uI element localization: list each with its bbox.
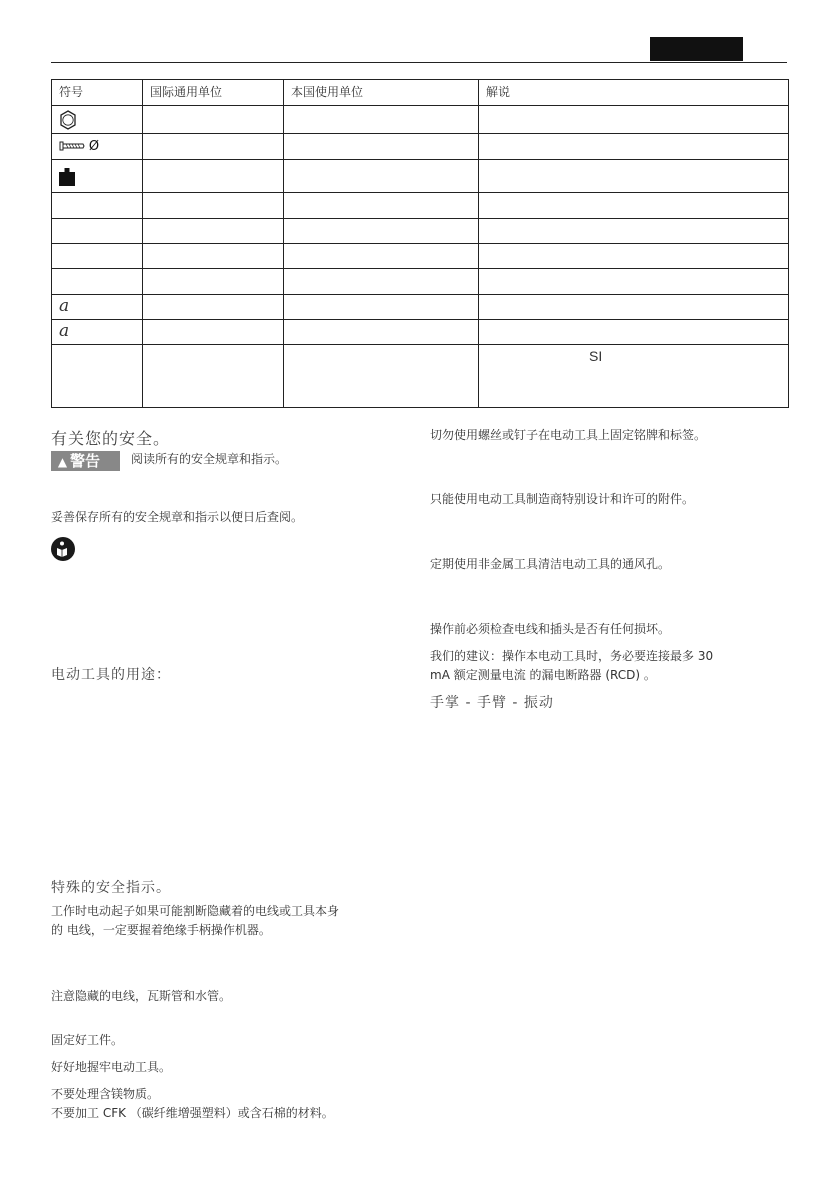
table-row xyxy=(52,320,789,345)
special-safety-heading: 特殊的安全指示。 xyxy=(51,880,171,896)
symbol-cell xyxy=(52,320,143,345)
table-row xyxy=(52,106,789,134)
table-row xyxy=(52,193,789,219)
header-rule xyxy=(51,62,787,63)
rcd-line-1: 我们的建议：操作本电动工具时，务必要连接最多 30 xyxy=(430,649,714,663)
acceleration-symbol: a xyxy=(59,321,70,341)
warning-badge-label: 警告 xyxy=(70,452,101,470)
specification-table xyxy=(51,79,789,408)
symbol-cell xyxy=(52,160,143,193)
weight-icon xyxy=(59,168,75,186)
header-si-unit: 国际通用单位 xyxy=(143,80,284,106)
clean-vents-text: 定期使用非金属工具清洁电动工具的通风孔。 xyxy=(430,557,671,571)
check-cable-text: 操作前必须检查电线和插头是否有任何损坏。 xyxy=(430,622,671,636)
warning-badge xyxy=(51,451,120,471)
symbol-cell xyxy=(52,106,143,134)
no-magnesium-text: 不要处理含镁物质。 xyxy=(51,1087,160,1101)
special-safety-line-1: 工作时电动起子如果可能割断隐藏着的电线或工具本身 xyxy=(51,904,340,918)
symbol-cell xyxy=(52,295,143,320)
language-tab-block xyxy=(650,37,743,61)
usage-heading: 电动工具的用途： xyxy=(51,667,171,683)
accessories-text: 只能使用电动工具制造商特别设计和许可的附件。 xyxy=(430,492,695,506)
hold-tool-text: 好好地握牢电动工具。 xyxy=(51,1060,172,1074)
hexagon-icon xyxy=(59,110,77,130)
table-row xyxy=(52,244,789,269)
vibration-heading: 手掌 - 手臂 - 振动 xyxy=(430,695,554,711)
table-row xyxy=(52,160,789,193)
table-row xyxy=(52,295,789,320)
header-symbol: 符号 xyxy=(52,80,143,106)
table-row xyxy=(52,269,789,295)
table-header-row xyxy=(52,80,789,106)
safety-heading: 有关您的安全。 xyxy=(51,429,171,448)
no-screws-text: 切勿使用螺丝或钉子在电动工具上固定铭牌和标签。 xyxy=(430,428,707,442)
header-explanation: 解说 xyxy=(479,80,789,106)
header-national-unit: 本国使用单位 xyxy=(284,80,479,106)
table-row xyxy=(52,134,789,160)
table-row xyxy=(52,219,789,244)
fix-workpiece-text: 固定好工件。 xyxy=(51,1033,124,1047)
keep-instructions-text: 妥善保存所有的安全规章和指示以便日后查阅。 xyxy=(51,510,304,524)
table-row xyxy=(52,345,789,408)
manual-book-icon xyxy=(51,537,75,561)
symbol-cell xyxy=(52,134,143,160)
acceleration-symbol: a xyxy=(59,296,70,316)
hidden-lines-text: 注意隐藏的电线，瓦斯管和水管。 xyxy=(51,989,232,1003)
rcd-line-2: mA 额定测量电流 的漏电断路器 (RCD) 。 xyxy=(430,668,656,682)
special-safety-line-2: 的 电线，一定要握着绝缘手柄操作机器。 xyxy=(51,923,271,937)
explanation-cell xyxy=(479,345,789,408)
diameter-symbol: Ø xyxy=(88,139,100,154)
warning-triangle-icon: ▲ xyxy=(57,455,68,469)
no-cfk-text: 不要加工 CFK （碳纤维增强塑料）或含石棉的材料。 xyxy=(51,1106,334,1120)
si-note: SI xyxy=(589,348,603,364)
warning-text: 阅读所有的安全规章和指示。 xyxy=(131,452,288,466)
screw-icon xyxy=(59,140,85,152)
